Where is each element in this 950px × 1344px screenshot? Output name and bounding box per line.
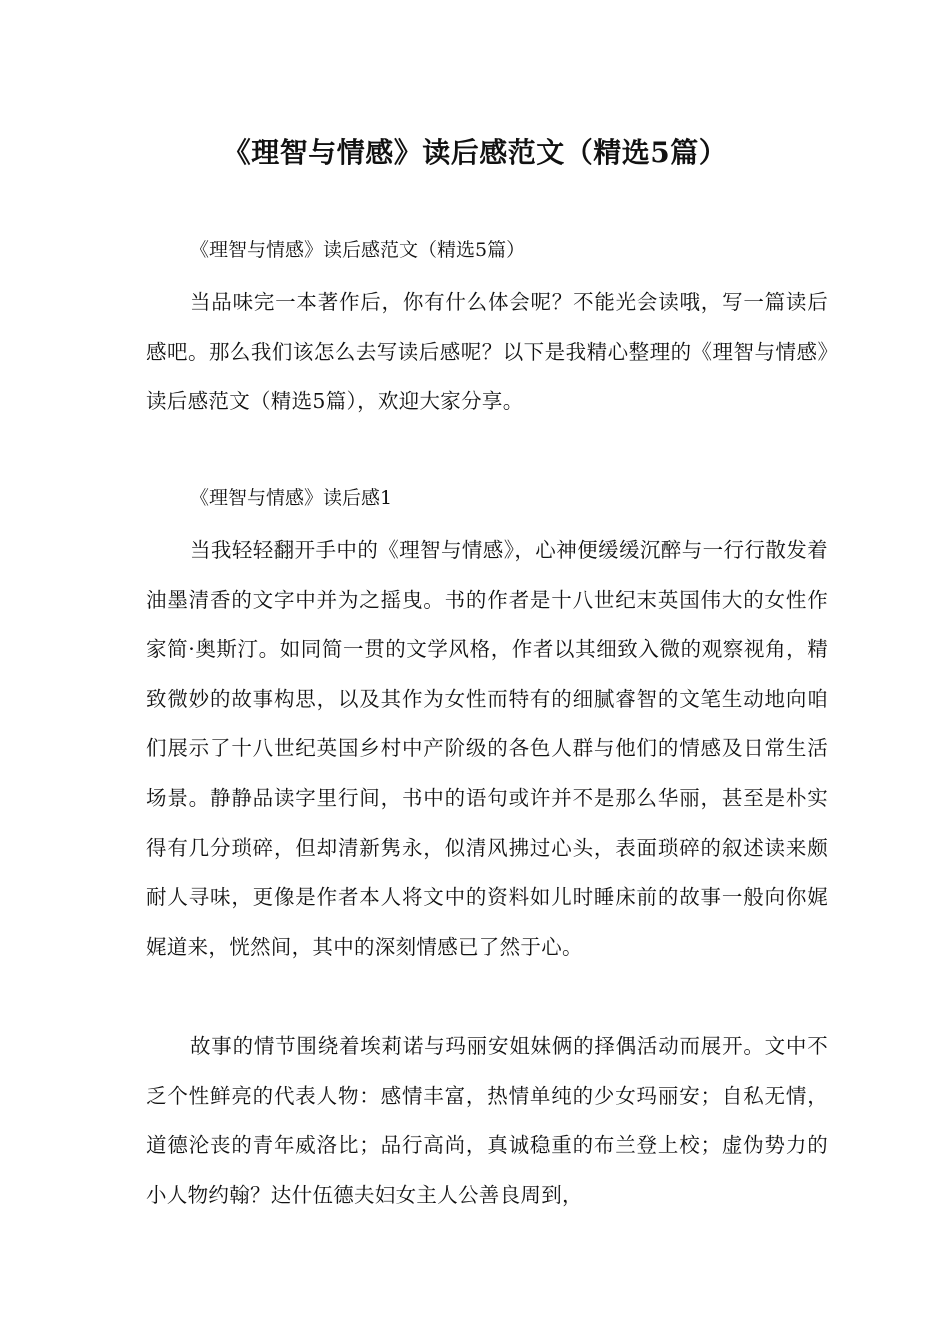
body-paragraph: 当我轻轻翻开手中的《理智与情感》，心神便缓缓沉醉与一行行散发着油墨清香的文字中并为之摇曳。书的作者是十八世纪末英国伟大的女性作家简·奥斯汀。如同简一贯的文学风格，作者以其细致入微的观察视角，精致微妙的故事构思，以及其作为女性而特有的细腻睿智的文笔生动地向咱们展示了十八世纪英国乡村中产阶级的各色人群与他们的情感及日常生活场景。静静品读字里行间，书中的语句或许并不是那么华丽，甚至是朴实得有几分琐碎，但却清新隽永，似清风拂过心头，表面琐碎的叙述读来颇耐人寻味，更像是作者本人将文中的资料如儿时睡床前的故事一般向你娓娓道来，恍然间，其中的深刻情感已了然于心。	[146, 538, 828, 959]
section-heading: 《理智与情感》读后感1	[190, 487, 393, 509]
intro-paragraph: 当品味完一本著作后，你有什么体会呢？不能光会读哦，写一篇读后感吧。那么我们该怎么去写读后感呢？以下是我精心整理的《理智与情感》读后感范文（精选5篇），欢迎大家分享。	[146, 290, 828, 414]
document-subtitle: 《理智与情感》读后感范文（精选5篇）	[190, 239, 526, 261]
document-title: 《理智与情感》读后感范文（精选5篇）	[222, 136, 728, 169]
body-paragraph: 故事的情节围绕着埃莉诺与玛丽安姐妹俩的择偶活动而展开。文中不乏个性鲜亮的代表人物：感情丰富，热情单纯的少女玛丽安；自私无情，道德沦丧的青年威洛比；品行高尚，真诚稳重的布兰登上校；虚伪势力的小人物约翰？达什伍德夫妇女主人公善良周到，	[146, 1034, 828, 1207]
